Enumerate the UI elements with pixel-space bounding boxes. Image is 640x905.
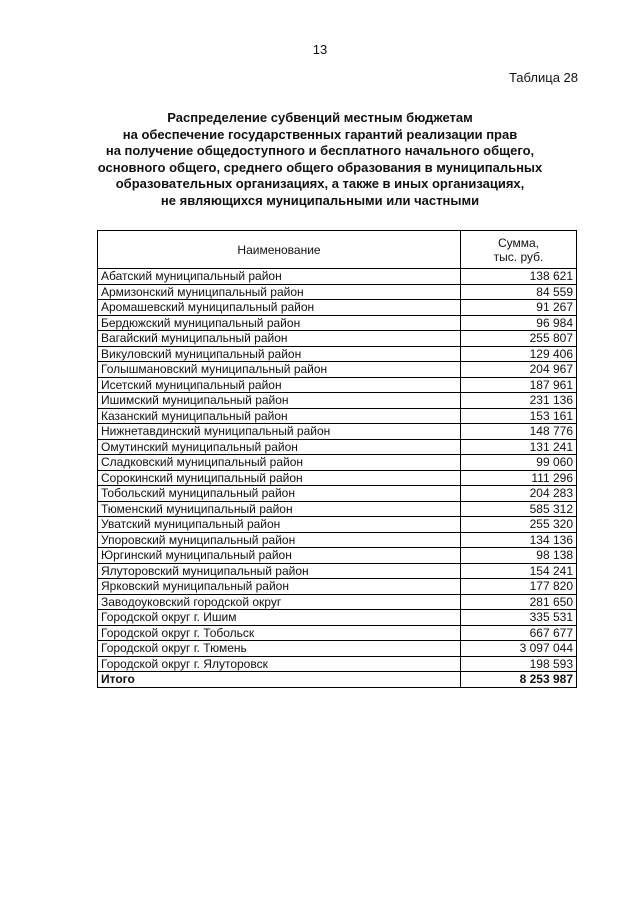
table-body	[98, 269, 577, 688]
table-row	[98, 625, 577, 641]
document-title	[60, 110, 580, 209]
row-value: 204 967	[461, 362, 577, 378]
table-row	[98, 439, 577, 455]
table-row	[98, 610, 577, 626]
row-value: 231 136	[461, 393, 577, 409]
table-row	[98, 408, 577, 424]
row-value: 281 650	[461, 594, 577, 610]
row-value: 204 283	[461, 486, 577, 502]
title-line: на получение общедоступного и бесплатного начального общего,	[105, 143, 535, 158]
table-row	[98, 656, 577, 672]
header-sum-line: тыс. руб.	[493, 249, 544, 264]
table-row	[98, 346, 577, 362]
title-line: образовательных организациях, а также в иных организациях,	[115, 176, 525, 191]
row-name: Тюменский муниципальный район	[98, 501, 461, 517]
row-name: Ялуторовский муниципальный район	[98, 563, 461, 579]
row-name: Уватский муниципальный район	[98, 517, 461, 533]
header-sum	[461, 231, 577, 269]
table-row	[98, 579, 577, 595]
row-name: Городской округ г. Ялуторовск	[98, 656, 461, 672]
row-value: 177 820	[461, 579, 577, 595]
table-row	[98, 393, 577, 409]
row-name: Абатский муниципальный район	[98, 269, 461, 285]
row-value: 99 060	[461, 455, 577, 471]
row-value: 335 531	[461, 610, 577, 626]
row-name: Городской округ г. Тобольск	[98, 625, 461, 641]
table-row	[98, 331, 577, 347]
row-value: 91 267	[461, 300, 577, 316]
row-name: Тобольский муниципальный район	[98, 486, 461, 502]
row-value: 96 984	[461, 315, 577, 331]
row-name: Армизонский муниципальный район	[98, 284, 461, 300]
row-name: Бердюжский муниципальный район	[98, 315, 461, 331]
title-line: на обеспечение государственных гарантий реализации прав	[122, 126, 518, 142]
row-value: 187 961	[461, 377, 577, 393]
row-name: Нижнетавдинский муниципальный район	[98, 424, 461, 440]
header-sum-line: Сумма,	[497, 235, 540, 250]
row-value: 129 406	[461, 346, 577, 362]
title-line: не являющихся муниципальными или частными	[160, 192, 480, 208]
row-name: Аромашевский муниципальный район	[98, 300, 461, 316]
header-name: Наименование	[98, 231, 461, 269]
row-value: 154 241	[461, 563, 577, 579]
row-name: Городской округ г. Тюмень	[98, 641, 461, 657]
row-name: Викуловский муниципальный район	[98, 346, 461, 362]
row-name: Городской округ г. Ишим	[98, 610, 461, 626]
table-row	[98, 641, 577, 657]
table-row	[98, 517, 577, 533]
title-line: основного общего, среднего общего образования в муниципальных	[97, 159, 543, 175]
total-value: 8 253 987	[461, 672, 577, 688]
row-name: Ярковский муниципальный район	[98, 579, 461, 595]
row-value: 111 296	[461, 470, 577, 486]
row-value: 131 241	[461, 439, 577, 455]
row-name: Упоровский муниципальный район	[98, 532, 461, 548]
table-header-row	[98, 231, 577, 269]
table-row	[98, 315, 577, 331]
row-name: Ишимский муниципальный район	[98, 393, 461, 409]
row-value: 255 320	[461, 517, 577, 533]
table-row	[98, 532, 577, 548]
table-row	[98, 300, 577, 316]
row-name: Вагайский муниципальный район	[98, 331, 461, 347]
row-name: Сладковский муниципальный район	[98, 455, 461, 471]
subventions-table	[97, 230, 577, 688]
row-value: 585 312	[461, 501, 577, 517]
row-value: 198 593	[461, 656, 577, 672]
table-row	[98, 470, 577, 486]
table-row	[98, 362, 577, 378]
table-row	[98, 424, 577, 440]
row-value: 98 138	[461, 548, 577, 564]
row-value: 148 776	[461, 424, 577, 440]
row-name: Казанский муниципальный район	[98, 408, 461, 424]
page-number: 13	[312, 42, 328, 57]
table-row	[98, 269, 577, 285]
table-row	[98, 486, 577, 502]
row-value: 138 621	[461, 269, 577, 285]
row-value: 255 807	[461, 331, 577, 347]
row-value: 153 161	[461, 408, 577, 424]
table-row	[98, 548, 577, 564]
table-row	[98, 284, 577, 300]
row-name: Омутинский муниципальный район	[98, 439, 461, 455]
table-row	[98, 377, 577, 393]
row-name: Заводоуковский городской округ	[98, 594, 461, 610]
total-row	[98, 672, 577, 688]
row-value: 3 097 044	[461, 641, 577, 657]
row-value: 84 559	[461, 284, 577, 300]
title-line: Распределение субвенций местным бюджетам	[167, 110, 473, 125]
row-name: Голышмановский муниципальный район	[98, 362, 461, 378]
table-row	[98, 455, 577, 471]
row-value: 134 136	[461, 532, 577, 548]
table-row	[98, 563, 577, 579]
table-row	[98, 594, 577, 610]
row-value: 667 677	[461, 625, 577, 641]
row-name: Юргинский муниципальный район	[98, 548, 461, 564]
row-name: Сорокинский муниципальный район	[98, 470, 461, 486]
total-label: Итого	[98, 672, 461, 688]
table-label: Таблица 28	[508, 70, 578, 85]
table-row	[98, 501, 577, 517]
row-name: Исетский муниципальный район	[98, 377, 461, 393]
